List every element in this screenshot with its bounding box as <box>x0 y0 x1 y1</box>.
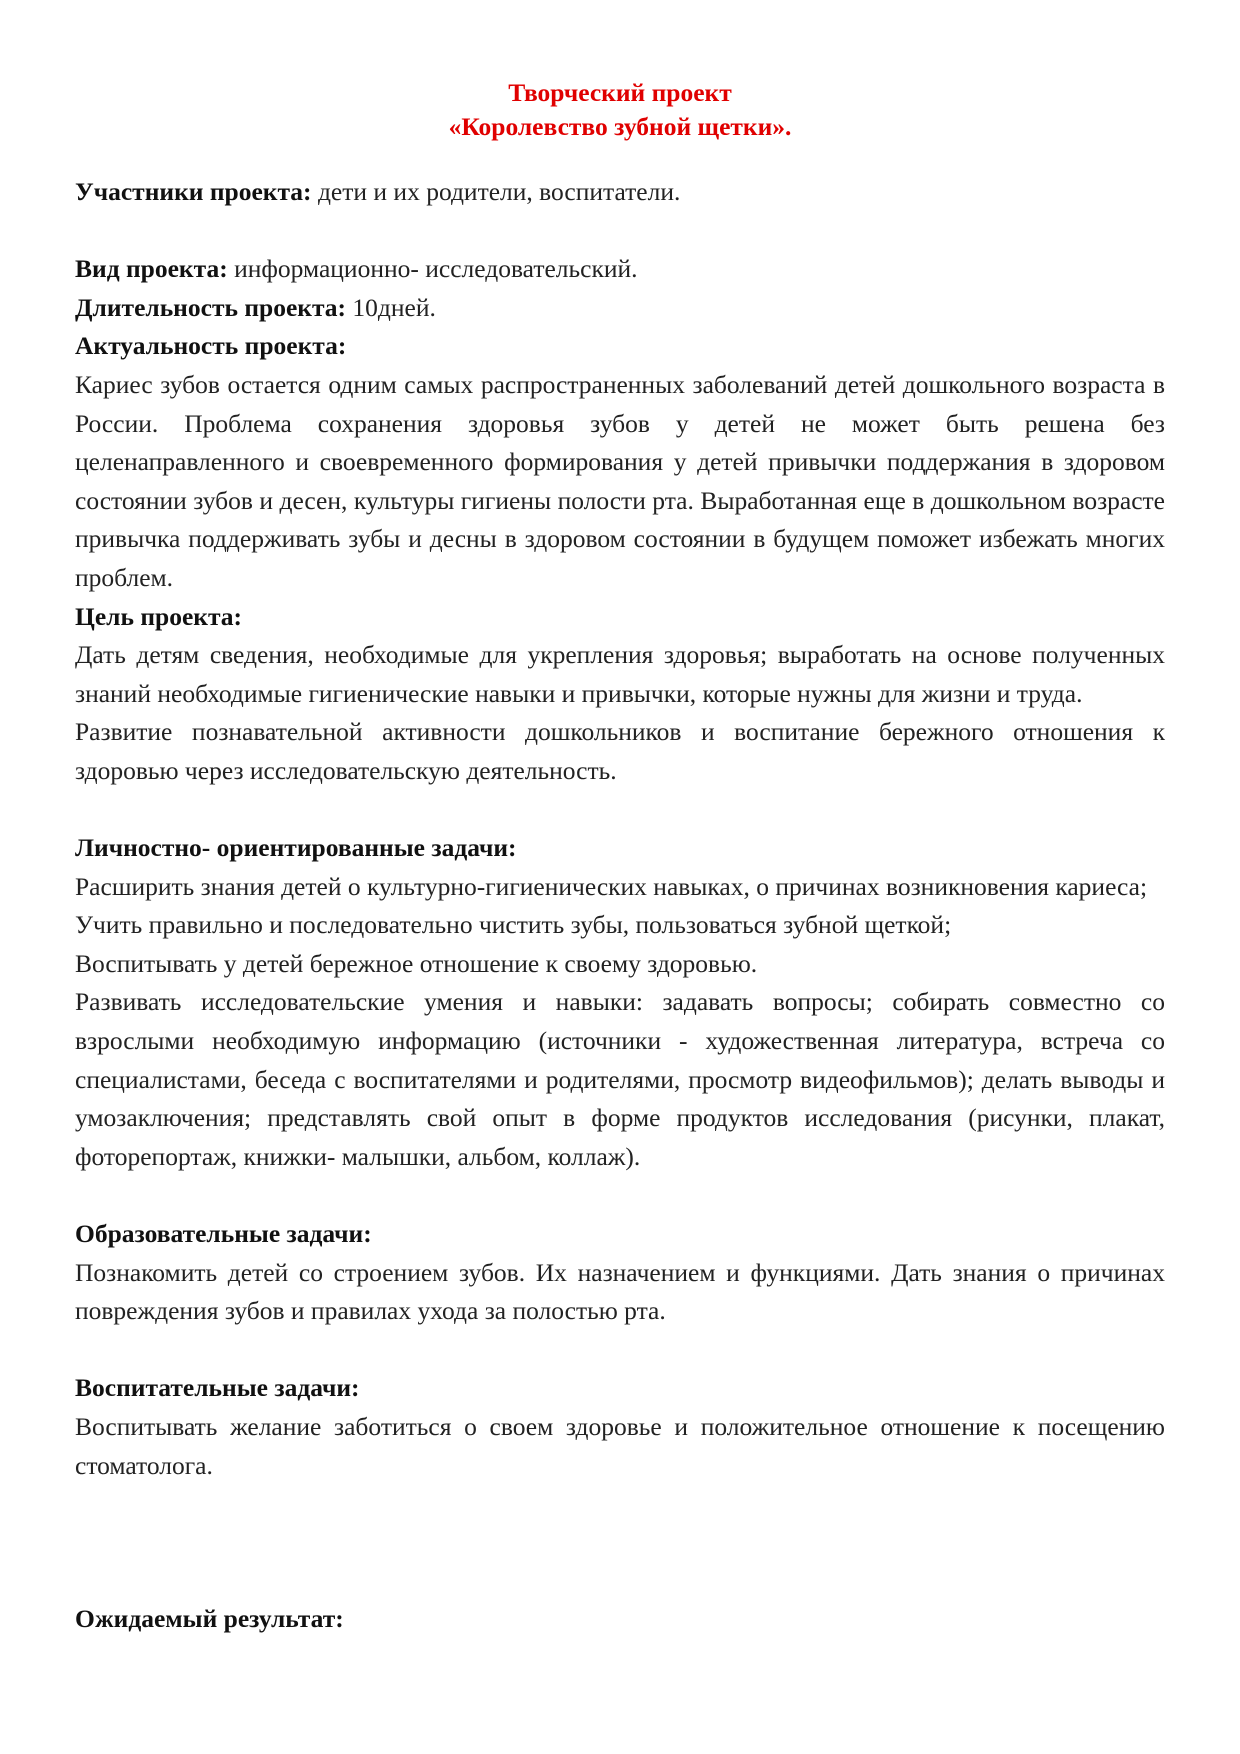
spacer <box>75 212 1165 251</box>
spacer <box>75 1485 1165 1600</box>
educational-tasks-heading: Образовательные задачи: <box>75 1219 372 1249</box>
type-label: Вид проекта: <box>75 254 228 284</box>
personal-tasks-paragraph: Расширить знания детей о культурно-гигиенических навыках, о причинах возникновения кариеса; <box>75 871 1148 901</box>
spacer <box>75 1331 1165 1370</box>
duration-paragraph <box>75 289 1165 328</box>
spacer <box>75 1176 1165 1215</box>
educational-tasks-text: Познакомить детей со строением зубов. Их назначением и функциями. Дать знания о причинах повреждения зубов и правилах ухода за полостью рта. <box>75 1257 1165 1326</box>
upbringing-tasks-text: Воспитывать желание заботиться о своем здоровье и положительное отношение к посещению стоматолога. <box>75 1412 1165 1480</box>
spacer <box>75 791 1165 830</box>
goal-paragraph: Развитие познавательной активности дошкольников и воспитание бережного отношения к здоровью через исследовательскую деятельность. <box>75 717 1165 785</box>
document-title-line1: Творческий проект <box>508 78 732 107</box>
expected-result-heading: Ожидаемый результат: <box>75 1604 344 1634</box>
duration-label: Длительность проекта: <box>75 292 347 322</box>
personal-tasks-heading: Личностно- ориентированные задачи: <box>75 833 517 863</box>
relevance-text: Кариес зубов остается одним самых распространенных заболеваний детей дошкольного возраста в России. Проблема сохранения здоровья зубов у детей не может быть решена без целенаправленного и своевременного формирования у детей привычки поддержания в здоровом состоянии зубов и десен, культуры гигиены полости рта. Выработанная еще в дошкольном возрасте привычка поддерживать зубы и десны в здоровом состоянии в будущем поможет избежать многих проблем. <box>75 369 1165 592</box>
participants-label: Участники проекта: <box>75 177 312 206</box>
type-text: информационно- исследовательский. <box>227 254 638 284</box>
type-paragraph <box>75 250 1165 289</box>
goal-heading: Цель проекта: <box>75 601 243 631</box>
duration-text: 10дней. <box>346 292 436 322</box>
relevance-heading: Актуальность проекта: <box>75 331 347 361</box>
personal-tasks-paragraph: Учить правильно и последовательно чистить зубы, пользоваться зубной щеткой; <box>75 910 952 940</box>
personal-tasks-paragraph: Развивать исследовательские умения и навыки: задавать вопросы; собирать совместно со взрослыми необходимую информацию (источники - художественная литература, встреча со специалистами, беседа с воспитателями и родителями, просмотр видеофильмов); делать выводы и умозаключения; представлять свой опыт в форме продуктов исследования (рисунки, плакат, фоторепортаж, книжки- малышки, альбом, коллаж). <box>75 987 1165 1171</box>
personal-tasks-paragraph: Воспитывать у детей бережное отношение к своему здоровью. <box>75 948 758 978</box>
participants-text: дети и их родители, воспитатели. <box>311 177 681 206</box>
participants-paragraph <box>75 173 1165 212</box>
document-body <box>75 173 1165 1639</box>
goal-paragraph: Дать детям сведения, необходимые для укрепления здоровья; выработать на основе полученных знаний необходимые гигиенические навыки и привычки, которые нужны для жизни и труда. <box>75 640 1165 708</box>
document-title-line2: «Королевство зубной щетки». <box>448 112 792 141</box>
upbringing-tasks-heading: Воспитательные задачи: <box>75 1373 360 1403</box>
